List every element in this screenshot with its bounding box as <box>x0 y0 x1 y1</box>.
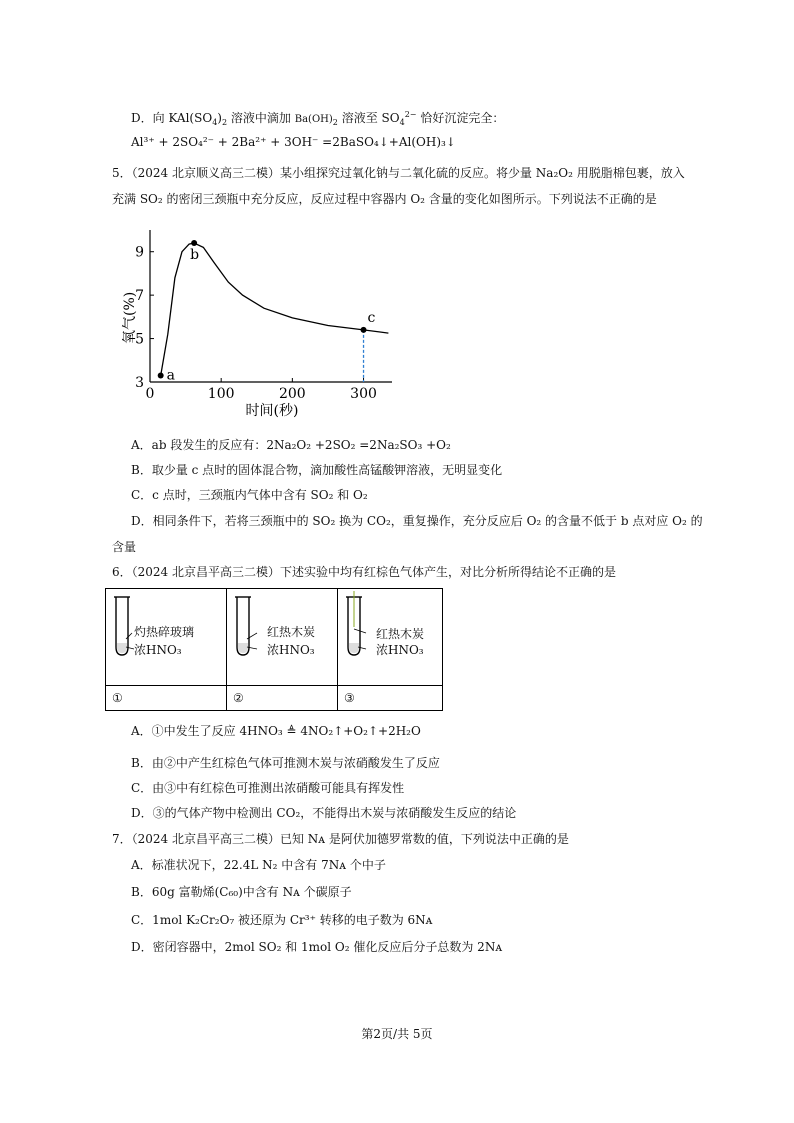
q5-option-b: B．取少量 c 点时的固体混合物，滴加酸性高锰酸钾溶液，无明显变化 <box>131 463 503 477</box>
q5-option-c: C．c 点时，三颈瓶内气体中含有 SO₂ 和 O₂ <box>131 488 368 502</box>
point-label-c: c <box>367 309 376 326</box>
q5-stem-line2: 充满 SO₂ 的密闭三颈瓶中充分反应，反应过程中容器内 O₂ 含量的变化如图所示。下列说法不正确的是 <box>112 192 657 206</box>
q4-equation: Al³⁺ + 2SO₄²⁻ + 2Ba²⁺ + 3OH⁻ =2BaSO₄↓+Al(OH)₃↓ <box>131 135 456 149</box>
x-tick-label: 0 <box>145 386 155 402</box>
q7-option-d: D．密闭容器中，2mol SO₂ 和 1mol O₂ 催化反应后分子总数为 2Nᴀ <box>131 940 503 954</box>
q5-stem-line1: 5．（2024 北京顺义高三二模）某小组探究过氧化钠与二氧化硫的反应。将少量 Na₂O₂ 用脱脂棉包裹，放入 <box>112 166 685 180</box>
x-tick-label: 300 <box>350 386 377 402</box>
experiment-cell-1 <box>106 589 227 686</box>
experiment-number: ② <box>227 686 338 711</box>
option-text: 溶液中滴加 <box>230 111 291 125</box>
q6-option-c: C．由③中有红棕色可推测出浓硝酸可能具有挥发性 <box>131 781 405 795</box>
reagent-label: 红热木炭 <box>376 627 425 641</box>
y-tick-label: 9 <box>135 244 144 261</box>
q6-option-b: B．由②中产生红棕色气体可推测木炭与浓硝酸发生了反应 <box>131 756 440 770</box>
experiment-cell-2 <box>227 589 338 686</box>
subscript: 4 <box>399 118 405 127</box>
x-axis-label: 时间(秒) <box>245 403 299 419</box>
formula: ) <box>217 111 222 125</box>
q7-option-a: A．标准状况下，22.4L N₂ 中含有 7Nᴀ 个中子 <box>131 858 386 872</box>
x-tick-label: 200 <box>278 386 306 402</box>
reagent-label: 浓HNO₃ <box>376 643 424 657</box>
oxygen-chart <box>112 224 402 424</box>
q6-option-a: A．①中发生了反应 4HNO₃ ≜ 4NO₂↑+O₂↑+2H₂O <box>131 724 421 738</box>
q7-option-c: C．1mol K₂Cr₂O₇ 被还原为 Cr³⁺ 转移的电子数为 6Nᴀ <box>131 913 433 927</box>
y-axis-label: 氧气(%) <box>122 291 138 344</box>
experiment-number: ① <box>106 686 227 711</box>
formula: Ba(OH) <box>294 114 333 125</box>
q5-option-a: A．ab 段发生的反应有：2Na₂O₂ +2SO₂ =2Na₂SO₃ +O₂ <box>131 438 451 452</box>
page-footer: 第2页/共 5页 <box>361 1027 433 1041</box>
formula: KAl(SO <box>168 111 213 125</box>
reagent-label: 浓HNO₃ <box>134 643 182 657</box>
subscript: 2 <box>221 118 228 127</box>
option-text: D．向 <box>131 111 165 125</box>
reagent-label: 红热木炭 <box>267 625 316 639</box>
reagent-label: 浓HNO₃ <box>267 643 315 657</box>
option-text: 溶液至 <box>341 111 378 125</box>
formula: SO <box>381 111 400 125</box>
subscript: 2 <box>332 118 338 127</box>
q4-option-d <box>131 106 504 132</box>
q6-stem: 6．（2024 北京昌平高三二模）下述实验中均有红棕色气体产生，对比分析所得结论不正确的是 <box>112 565 616 579</box>
experiment-number: ③ <box>338 686 443 711</box>
experiment-table <box>105 588 443 711</box>
reagent-label: 灼热碎玻璃 <box>134 625 195 639</box>
y-tick-label: 3 <box>135 375 144 391</box>
point-c <box>361 327 367 333</box>
point-b <box>191 240 197 246</box>
y-tick-label: 7 <box>135 288 144 305</box>
subscript: 4 <box>212 118 218 127</box>
option-text: 恰好沉淀完全： <box>420 111 505 125</box>
q7-option-b: B．60g 富勒烯(C₆₀)中含有 Nᴀ 个碳原子 <box>131 885 352 899</box>
q6-option-d: D．③的气体产物中检测出 CO₂，不能得出木炭与浓硝酸发生反应的结论 <box>131 806 517 820</box>
experiment-cell-3 <box>338 589 443 686</box>
point-label-b: b <box>190 247 200 264</box>
y-tick-label: 5 <box>135 331 144 348</box>
x-tick-label: 100 <box>207 386 235 402</box>
q5-option-d: D．相同条件下，若将三颈瓶中的 SO₂ 换为 CO₂，重复操作，充分反应后 O₂ 的含量不低于 b 点对应 O₂ 的 <box>131 514 703 528</box>
q5-option-d-cont: 含量 <box>112 540 137 554</box>
superscript: 2− <box>404 110 417 119</box>
q7-stem: 7．（2024 北京昌平高三二模）已知 Nᴀ 是阿伏加德罗常数的值，下列说法中正确的是 <box>112 832 569 846</box>
point-label-a: a <box>166 367 176 384</box>
point-a <box>158 372 164 378</box>
